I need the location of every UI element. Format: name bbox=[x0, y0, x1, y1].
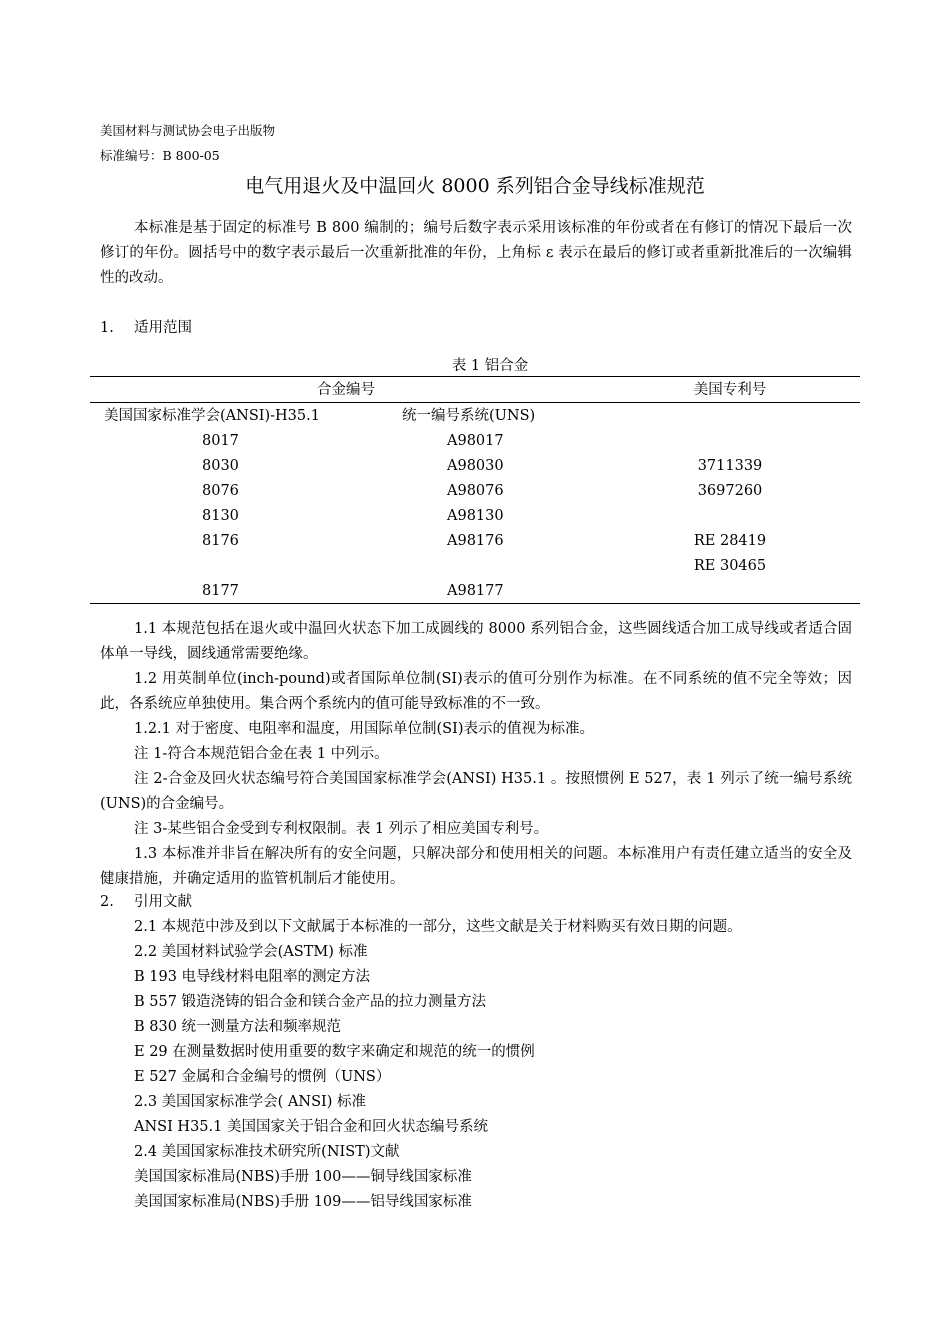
reference-line: E 527 金属和合金编号的惯例（UNS） bbox=[134, 1069, 391, 1085]
publisher-line: 美国材料与测试协会电子出版物 bbox=[100, 123, 276, 138]
section-1-number: 1. bbox=[100, 320, 114, 336]
reference-line: B 193 电导线材料电阻率的测定方法 bbox=[134, 969, 371, 985]
table-header-rule bbox=[90, 402, 860, 403]
table-row-ansi: 8176 bbox=[202, 533, 239, 549]
reference-line: 美国国家标准局(NBS)手册 109——铝导线国家标准 bbox=[134, 1194, 472, 1210]
table-row-ansi: 8130 bbox=[202, 508, 239, 524]
subheader-uns: 统一编号系统(UNS) bbox=[402, 408, 536, 424]
table-row-ansi: 8030 bbox=[202, 458, 239, 474]
table-row-patent: 3711339 bbox=[697, 458, 763, 474]
reference-line: 2.1 本规范中涉及到以下文献属于本标准的一部分，这些文献是关于材料购买有效日期的问题。 bbox=[134, 919, 742, 935]
reference-line: 2.4 美国国家标准技术研究所(NIST)文献 bbox=[134, 1144, 400, 1160]
table-row-uns: A98177 bbox=[447, 583, 504, 599]
reference-line: E 29 在测量数据时使用重要的数字来确定和规范的统一的惯例 bbox=[134, 1044, 535, 1060]
reference-line: ANSI H35.1 美国国家关于铝合金和回火状态编号系统 bbox=[134, 1119, 488, 1135]
note-2: 注 2-合金及回火状态编号符合美国国家标准学会(ANSI) H35.1 。按照惯例 E 527，表 1 列示了统一编号系统(UNS)的合金编号。 bbox=[100, 771, 852, 812]
table-bottom-rule bbox=[90, 603, 860, 604]
table-row-uns: A98017 bbox=[447, 433, 504, 449]
table-row-patent: RE 28419 bbox=[693, 533, 767, 549]
clause-1-2-1: 1.2.1 对于密度、电阻率和温度，用国际单位制(SI)表示的值视为标准。 bbox=[134, 721, 594, 737]
table-row-ansi: 8076 bbox=[202, 483, 239, 499]
table-row-uns: A98130 bbox=[447, 508, 504, 524]
table-row-ansi: 8017 bbox=[202, 433, 239, 449]
table-top-rule bbox=[90, 376, 860, 377]
reference-line: 2.3 美国国家标准学会( ANSI) 标准 bbox=[134, 1094, 367, 1110]
header-us-patent: 美国专利号 bbox=[693, 382, 767, 398]
table-row-uns: A98176 bbox=[447, 533, 504, 549]
reference-line: 2.2 美国材料试验学会(ASTM) 标准 bbox=[134, 944, 368, 960]
intro-paragraph: 本标准是基于固定的标准号 B 800 编制的；编号后数字表示采用该标准的年份或者在有修订的情况下最后一次修订的年份。圆括号中的数字表示最后一次重新批准的年份，上角标 ε 表示在最后的修订或者重新批准后的一次编辑性的改动。 bbox=[100, 220, 852, 286]
section-1-heading bbox=[100, 317, 192, 339]
table-row-patent: 3697260 bbox=[697, 483, 763, 499]
note-3: 注 3-某些铝合金受到专利权限制。表 1 列示了相应美国专利号。 bbox=[134, 821, 549, 837]
section-1-label: 适用范围 bbox=[134, 320, 192, 336]
header-alloy-number: 合金编号 bbox=[317, 382, 375, 398]
table-row-ansi: 8177 bbox=[202, 583, 239, 599]
clause-1-2: 1.2 用英制单位(inch-pound)或者国际单位制(SI)表示的值可分别作为标准。在不同系统的值不完全等效；因此，各系统应单独使用。集合两个系统内的值可能导致标准的不一致。 bbox=[100, 671, 852, 712]
reference-line: 美国国家标准局(NBS)手册 100——铜导线国家标准 bbox=[134, 1169, 472, 1185]
table-row-uns: A98076 bbox=[447, 483, 504, 499]
table-row-patent: RE 30465 bbox=[693, 558, 767, 574]
note-1: 注 1-符合本规范铝合金在表 1 中列示。 bbox=[134, 746, 389, 762]
document-title: 电气用退火及中温回火 8000 系列铝合金导线标准规范 bbox=[245, 175, 705, 197]
table-row-uns: A98030 bbox=[447, 458, 504, 474]
clause-1-1: 1.1 本规范包括在退火或中温回火状态下加工成圆线的 8000 系列铝合金，这些圆线适合加工成导线或者适合固体单一导线，圆线通常需要绝缘。 bbox=[100, 621, 852, 662]
section-2-label: 引用文献 bbox=[134, 894, 192, 910]
standard-number: 标准编号：B 800-05 bbox=[100, 148, 220, 163]
clause-1-3: 1.3 本标准并非旨在解决所有的安全问题，只解决部分和使用相关的问题。本标准用户有责任建立适当的安全及健康措施，并确定适用的监管机制后才能使用。 bbox=[100, 846, 852, 887]
section-2-heading bbox=[100, 891, 192, 913]
table-caption: 表 1 铝合金 bbox=[451, 358, 529, 374]
reference-line: B 557 锻造浇铸的铝合金和镁合金产品的拉力测量方法 bbox=[134, 994, 487, 1010]
subheader-ansi: 美国国家标准学会(ANSI)-H35.1 bbox=[104, 408, 320, 424]
section-2-number: 2. bbox=[100, 894, 114, 910]
reference-line: B 830 统一测量方法和频率规范 bbox=[134, 1019, 342, 1035]
